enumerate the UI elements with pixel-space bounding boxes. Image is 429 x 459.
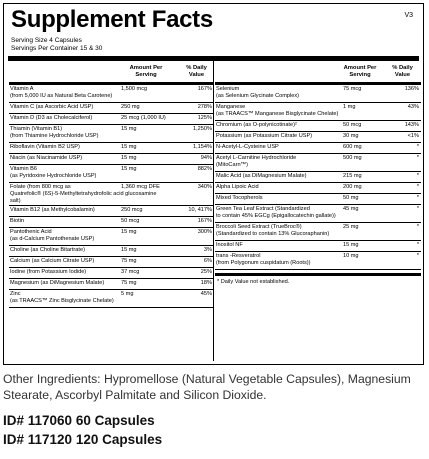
nutrient-daily-value: 45%	[200, 291, 212, 297]
nutrient-source: (from 5,000 IU as Natural Beta Carotene)	[10, 93, 113, 99]
nutrient-amount: 37 mcg	[121, 269, 140, 275]
nutrient-name: Green Tea Leaf Extract (Standardized	[216, 206, 310, 212]
nutrient-source: (as Pyridoxine Hydrochloride USP)	[10, 173, 97, 179]
nutrient-row	[215, 103, 421, 121]
nutrient-amount: 50 mcg	[121, 218, 140, 224]
nutrient-amount: 30 mg	[343, 133, 359, 139]
left-column	[9, 64, 214, 308]
nutrient-source: (as Selenium Glycinate Complex)	[216, 93, 300, 99]
nutrient-daily-value: 340%	[197, 184, 212, 190]
nutrient-amount: 10 mg	[343, 253, 359, 259]
nutrient-name: Vitamin B6	[10, 166, 37, 172]
nutrient-source: (from Thiamine Hydrochloride USP)	[10, 133, 99, 139]
nutrient-name: trans -Resveratrol	[216, 253, 261, 259]
nutrient-daily-value: *	[416, 155, 419, 161]
panel-title: Supplement Facts	[11, 6, 213, 33]
footnote: * Daily Value not established.	[217, 279, 290, 285]
nutrient-daily-value: 1,154%	[193, 144, 212, 150]
nutrient-daily-value: 136%	[404, 86, 419, 92]
product-id-120: ID# 117120 120 Capsules	[3, 432, 163, 447]
nutrient-name: Alpha Lipoic Acid	[216, 184, 259, 190]
nutrient-amount: 15 mg	[121, 166, 137, 172]
nutrient-name: Folate (from 800 mcg as	[10, 184, 71, 190]
nutrient-amount: 15 mg	[121, 155, 137, 161]
left-header	[9, 64, 214, 82]
nutrient-amount: 1 mg	[343, 104, 356, 110]
nutrient-row	[215, 154, 421, 172]
nutrient-daily-value: *	[416, 253, 419, 259]
nutrient-source: (as TRAACS™ Zinc Bisglycinate Chelate)	[10, 298, 114, 304]
nutrient-amount: 250 mcg	[121, 207, 143, 213]
nutrient-daily-value: 10, 417%	[188, 207, 212, 213]
nutrient-amount: 25 mcg (1,000 IU)	[121, 115, 166, 121]
nutrient-daily-value: *	[416, 224, 419, 230]
nutrient-daily-value: *	[416, 144, 419, 150]
nutrient-name: Thiamin (Vitamin B1)	[10, 126, 63, 132]
amount-header: Amount Per Serving	[343, 65, 377, 78]
nutrient-name: Chromium (as O-polynicotinate)²	[216, 122, 297, 128]
nutrient-row	[215, 85, 421, 103]
product-id-60: ID# 117060 60 Capsules	[3, 413, 155, 428]
nutrient-amount: 15 mg	[121, 247, 137, 253]
nutrient-daily-value: *	[416, 184, 419, 190]
nutrient-name: N-Acetyl-L-Cysteine USP	[216, 144, 279, 150]
nutrient-daily-value: 300%	[197, 229, 212, 235]
nutrient-name: Inositol NF	[216, 242, 243, 248]
nutrient-name: Malic Acid (as DiMagnesium Malate)	[216, 173, 307, 179]
right-header	[215, 64, 421, 82]
nutrient-amount: 15 mg	[121, 229, 137, 235]
nutrient-row	[215, 183, 421, 194]
nutrient-name: Vitamin B12 (as Methylcobalamin)	[10, 207, 95, 213]
nutrient-amount: 75 mg	[121, 258, 137, 264]
nutrient-name: Broccoli Seed Extract (TrueBroc®)	[216, 224, 302, 230]
nutrient-amount: 45 mg	[343, 206, 359, 212]
nutrient-row	[9, 143, 214, 154]
nutrient-name: Riboflavin (Vitamin B2 USP)	[10, 144, 80, 150]
nutrient-row	[9, 228, 214, 246]
nutrient-row	[9, 183, 214, 206]
nutrient-daily-value: 6%	[203, 258, 212, 264]
version-label: V3	[404, 12, 413, 19]
nutrient-daily-value: 94%	[200, 155, 212, 161]
nutrient-row	[9, 85, 214, 103]
nutrient-daily-value: 3%	[203, 247, 212, 253]
nutrient-daily-value: *	[416, 242, 419, 248]
nutrient-amount: 1,360 mcg DFE	[121, 184, 160, 190]
nutrient-amount: 50 mcg	[343, 122, 362, 128]
daily-value-header: % Daily Value	[392, 65, 413, 78]
daily-value-header: % Daily Value	[186, 65, 207, 78]
nutrient-daily-value: *	[416, 195, 419, 201]
nutrient-row	[9, 165, 214, 183]
nutrient-amount: 75 mg	[121, 280, 137, 286]
right-rows	[215, 85, 421, 270]
nutrient-source: (from Polygonum cuspidatum (Roots))	[216, 260, 311, 266]
nutrient-source: (as TRAACS™ Manganese Bisglycinate Chelate)	[216, 111, 339, 117]
nutrient-row	[215, 121, 421, 132]
nutrient-amount: 15 mg	[121, 144, 137, 150]
amount-header: Amount Per Serving	[129, 65, 163, 78]
nutrient-row	[215, 143, 421, 154]
nutrient-amount: 15 mg	[121, 126, 137, 132]
nutrient-daily-value: 143%	[404, 122, 419, 128]
left-rows	[9, 85, 214, 308]
nutrient-name: Choline (as Choline Bitartrate)	[10, 247, 85, 253]
nutrient-row	[9, 279, 214, 290]
nutrient-row	[215, 172, 421, 183]
nutrient-row	[9, 268, 214, 279]
nutrient-row	[9, 246, 214, 257]
nutrient-row	[9, 290, 214, 308]
nutrient-amount: 600 mg	[343, 144, 362, 150]
nutrient-daily-value: 125%	[197, 115, 212, 121]
nutrient-row	[215, 252, 421, 270]
nutrient-daily-value: 43%	[407, 104, 419, 110]
nutrient-amount: 500 mg	[343, 155, 362, 161]
nutrient-source: (Standardized to contain 13% Glucoraphanin)	[216, 231, 330, 237]
nutrient-daily-value: 278%	[197, 104, 212, 110]
nutrient-amount: 215 mg	[343, 173, 362, 179]
nutrient-source: Quatrefolic® (6S)-5-Methyltetrahydrofolic acid glucosamine salt)	[10, 191, 157, 204]
nutrient-daily-value: 1,250%	[193, 126, 212, 132]
nutrient-row	[9, 125, 214, 143]
nutrient-daily-value: 167%	[197, 86, 212, 92]
nutrient-row	[215, 241, 421, 252]
nutrient-daily-value: 167%	[197, 218, 212, 224]
nutrient-row	[9, 257, 214, 268]
nutrient-row	[9, 154, 214, 165]
nutrient-name: Mixed Tocopherols	[216, 195, 263, 201]
nutrient-row	[215, 194, 421, 205]
nutrient-amount: 1,500 mcg	[121, 86, 148, 92]
right-column	[215, 64, 421, 285]
nutrient-name: Vitamin A	[10, 86, 34, 92]
nutrient-row	[9, 206, 214, 217]
nutrient-name: Niacin (as Niacinamide USP)	[10, 155, 83, 161]
nutrient-row	[9, 103, 214, 114]
nutrient-daily-value: 25%	[200, 269, 212, 275]
nutrient-daily-value: *	[416, 173, 419, 179]
nutrient-source: (as d-Calcium Pantothenate USP)	[10, 236, 95, 242]
nutrient-name: Vitamin D (D3 as Cholecalciferol)	[10, 115, 93, 121]
nutrient-source: (MitoCarn™)	[216, 162, 249, 168]
nutrient-row	[9, 114, 214, 125]
nutrient-daily-value: 18%	[200, 280, 212, 286]
nutrient-name: Vitamin C (as Ascorbic Acid USP)	[10, 104, 94, 110]
nutrient-amount: 75 mcg	[343, 86, 362, 92]
nutrient-amount: 50 mg	[343, 195, 359, 201]
nutrient-source: to contain 45% EGCg (Epigallocatechin gallate))	[216, 213, 336, 219]
nutrient-row	[215, 223, 421, 241]
nutrient-name: Iodine (from Potassium Iodide)	[10, 269, 87, 275]
nutrient-amount: 200 mg	[343, 184, 362, 190]
nutrient-name: Manganese	[216, 104, 246, 110]
nutrient-daily-value: 882%	[197, 166, 212, 172]
nutrient-name: Acetyl L-Carnitine Hydrochloride	[216, 155, 297, 161]
nutrient-daily-value: *	[416, 206, 419, 212]
nutrient-daily-value: <1%	[407, 133, 419, 139]
other-ingredients: Other Ingredients: Hypromellose (Natural Vegetable Capsules), Magnesium Stearate, Ascorbyl Palmitate and Silicon Dioxide.	[3, 372, 411, 402]
nutrient-amount: 250 mg	[121, 104, 140, 110]
nutrient-amount: 15 mg	[343, 242, 359, 248]
footnote-rule	[215, 273, 421, 276]
nutrient-row	[215, 132, 421, 143]
nutrient-name: Biotin	[10, 218, 24, 224]
servings-per-container: Servings Per Container 15 & 30	[11, 45, 103, 52]
nutrient-row	[215, 205, 421, 223]
serving-size: Serving Size 4 Capsules	[11, 37, 82, 44]
nutrient-row	[9, 217, 214, 228]
supplement-facts-panel	[3, 3, 424, 365]
nutrient-amount: 5 mg	[121, 291, 134, 297]
nutrient-name: Calcium (as Calcium Citrate USP)	[10, 258, 95, 264]
nutrient-name: Potassium (as Potassium Citrate USP)	[216, 133, 313, 139]
nutrient-amount: 25 mg	[343, 224, 359, 230]
nutrient-name: Zinc	[10, 291, 21, 297]
nutrient-name: Pantothenic Acid	[10, 229, 52, 235]
nutrient-name: Magnesium (as DiMagnesium Malate)	[10, 280, 105, 286]
nutrient-name: Selenium	[216, 86, 240, 92]
